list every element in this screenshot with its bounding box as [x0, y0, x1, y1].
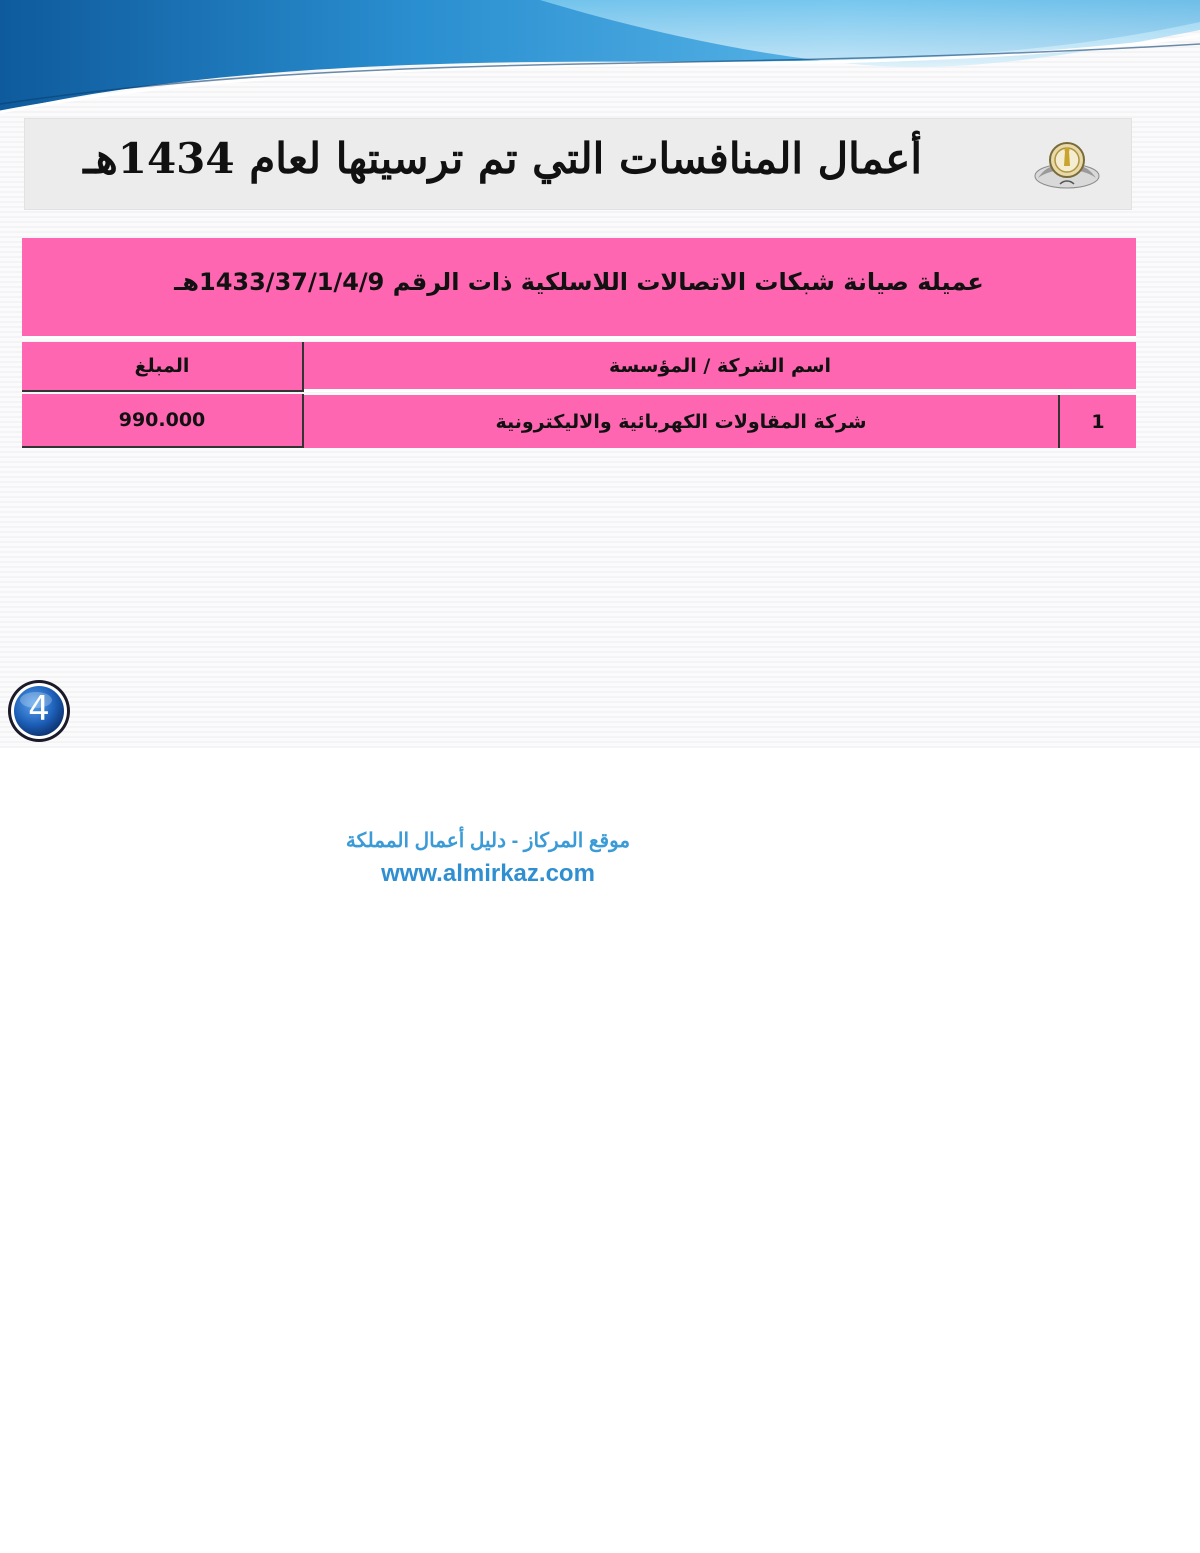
tender-banner — [22, 238, 1136, 338]
company-column-header: اسم الشركة / المؤسسة — [304, 342, 1136, 392]
footer-site-name: موقع المركاز - دليل أعمال المملكة — [345, 830, 631, 852]
row-amount-cell: 990.000 — [22, 394, 304, 448]
footer-url-link[interactable]: www.almirkaz.com — [381, 860, 595, 887]
page-number: 4 — [28, 689, 50, 729]
slide — [0, 0, 1200, 748]
page-title: أعمال المنافسات التي تم ترسيتها لعام 1434هـ — [83, 134, 922, 183]
awards-table — [22, 342, 1136, 448]
page-number-badge — [6, 678, 72, 744]
row-company-cell: شركة المقاولات الكهربائية والاليكترونية — [304, 395, 1060, 448]
amount-column-header: المبلغ — [22, 342, 304, 392]
top-wave-decoration — [0, 0, 1200, 120]
title-bar — [24, 118, 1132, 210]
emblem-logo — [1032, 136, 1102, 192]
tender-title: عميلة صيانة شبكات الاتصالات اللاسلكية ذات الرقم 1433/37/1/4/9هـ — [174, 268, 984, 296]
row-number-cell: 1 — [1060, 395, 1136, 448]
